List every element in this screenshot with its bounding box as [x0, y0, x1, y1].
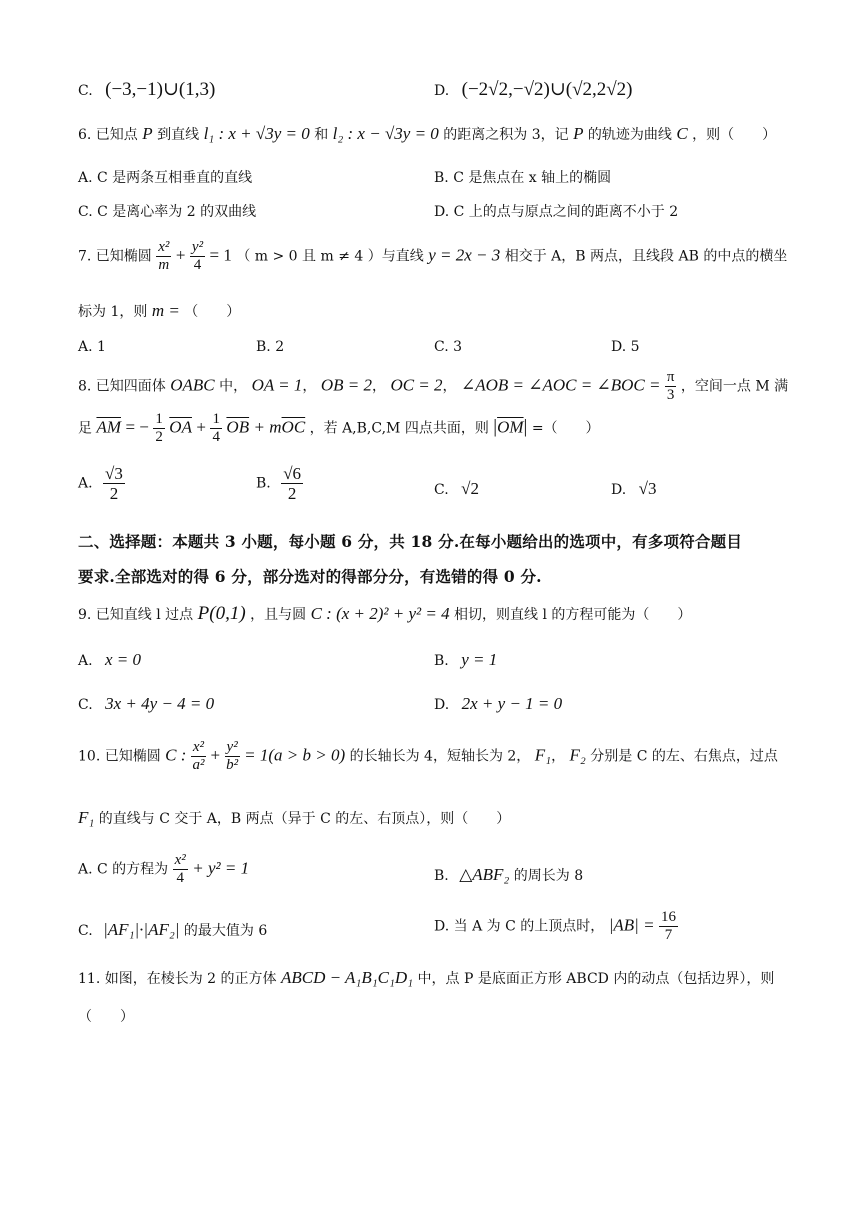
text: 标为 1，则 [78, 304, 148, 320]
text: 和 [314, 127, 329, 143]
q5-option-c [78, 78, 215, 101]
math: F₂ [569, 745, 586, 765]
q10-stem-cont [78, 808, 510, 828]
fraction [173, 853, 188, 886]
q11-stem [78, 968, 774, 988]
math: F₁ [78, 808, 95, 827]
option-label: B. [434, 868, 449, 884]
text: 的长轴长为 4，短轴长为 2， [349, 748, 531, 765]
text: ，空间一点 M 满 [680, 378, 789, 395]
text: ，且与圆 [250, 607, 307, 623]
q10-option-b [434, 865, 583, 885]
vector: $\overline{OM}$ [497, 417, 524, 437]
num: x² [174, 852, 186, 868]
q7-stem: 7. 已知椭圆 $\frac{\text{x²}}{m}$ + $\frac{\text{y²}}{4}$ = 1 （ m > 0 且 m ≠ 4 ）与直线 y = 2x − 3 相交于 A，B 两点，且线段 AB 的中点的横坐 [78, 239, 788, 273]
section-heading-line2: 要求.全部选对的得 6 分，部分选对的得部分分，有选错的得 0 分. [78, 567, 542, 586]
math-circle: C : (x + 2)² + y² = 4 [310, 604, 450, 623]
math: ABCD − A₁B₁C₁D₁ [280, 968, 414, 987]
fraction [225, 740, 240, 773]
math-line: y = 2x − 3 [428, 245, 501, 265]
text: 9. 已知直线 l 过点 [78, 607, 194, 623]
math: + y² = 1 [192, 858, 250, 878]
fraction [190, 240, 205, 273]
q7-option-c: C. 3 [434, 339, 463, 355]
text: 7. 已知椭圆 [78, 248, 152, 265]
q7-option-a: A. 1 [78, 339, 106, 355]
math-point: P(0,1) [197, 603, 246, 624]
fraction [210, 412, 222, 445]
text: 足 [78, 420, 92, 437]
q10-option-d [434, 910, 678, 943]
den: 2 [155, 429, 163, 445]
q8-option-c [434, 479, 479, 499]
text: 中， [219, 378, 248, 395]
q7-option-d: D. 5 [611, 339, 640, 355]
text: 分别是 C 的左、右焦点，过点 [590, 748, 778, 765]
den: b² [226, 757, 239, 773]
fraction [665, 370, 677, 403]
den: 3 [666, 387, 675, 403]
section-heading-line1: 二、选择题：本题共 3 小题，每小题 6 分，共 18 分.在每小题给出的选项中，有多项符合题目 [78, 532, 743, 551]
math: = 1(a > b > 0) [244, 745, 346, 765]
option-label: C. [78, 83, 93, 99]
vector: $\overline{AM}$ [96, 417, 121, 437]
option-label: C. [78, 923, 93, 939]
num: x² [192, 739, 205, 755]
text: 的最大值为 6 [183, 923, 268, 939]
q10-option-c [78, 920, 267, 940]
q8-option-b [256, 465, 303, 502]
math: OABC [170, 375, 215, 395]
option-math: y = 1 [461, 650, 498, 669]
text: ，则（ ） [692, 127, 777, 143]
option-math: 2x + y − 1 = 0 [461, 694, 563, 713]
num: 16 [661, 909, 676, 925]
q6-option-d: D. C 上的点与原点之间的距离不小于 2 [434, 204, 679, 220]
text: 8. 已知四面体 [78, 378, 166, 395]
q11-stem-cont: （ ） [78, 1009, 134, 1025]
den: 4 [176, 870, 184, 886]
fraction [153, 412, 165, 445]
text: D. 当 A 为 C 的上顶点时， [434, 918, 605, 935]
text: 11. 如图，在棱长为 2 的正方体 [78, 971, 277, 987]
option-label: D. [434, 83, 450, 99]
q10-stem: 10. 已知椭圆 C : $\frac{\text{x²}}{\text{a²}}$ + $\frac{\text{y²}}{\text{b²}}$ = 1(a > b > 0) 的长轴长为 4，短轴长为 2， F₁， F₂ 分别是 C 的左、右焦点，过点 [78, 739, 778, 773]
math: ∠AOB = ∠AOC = ∠BOC = [460, 375, 661, 395]
q8-option-a [78, 465, 125, 502]
den: 4 [193, 257, 202, 273]
q6-option-c: C. C 是离心率为 2 的双曲线 [78, 204, 257, 220]
text: 的周长为 8 [513, 868, 584, 884]
math-var: P [142, 124, 153, 143]
num: π [666, 369, 675, 385]
option-label: A. [78, 475, 93, 492]
text: =（ ） [531, 420, 600, 437]
q9-option-a [78, 650, 141, 670]
text: 到直线 [157, 127, 200, 143]
den: 2 [287, 484, 297, 503]
math: OB = 2 [320, 375, 372, 395]
math: C : [165, 745, 187, 765]
option-label: D. [434, 697, 450, 713]
q8-stem-cont: 足 $\overline{AM}$ = − $\frac{1}{2}$ $\overline{OA}$ + $\frac{1}{4}$ $\overline{OB} + m\overline{OC}$ ，若 A,B,C,M 四点共面，则 $|\overline{OM}|$ =（ ） [78, 411, 600, 445]
q8-stem: 8. 已知四面体 OABC 中， OA = 1， OB = 2， OC = 2， ∠AOB = ∠AOC = ∠BOC = $\frac{\pi}{3}$ ，空间一点 M 满 [78, 369, 789, 403]
text: 中，点 P 是底面正方形 ABCD 内的动点（包括边界），则 [417, 971, 775, 987]
text: ，若 A,B,C,M 四点共面，则 [309, 420, 489, 437]
q5-option-d [434, 78, 633, 101]
vector: $\overline{OB}$ [226, 417, 250, 437]
option-label: C. [434, 482, 449, 498]
math: |AF₁|·|AF₂| [103, 920, 180, 939]
den: a² [192, 757, 205, 773]
text: （ m > 0 且 m ≠ 4 ）与直线 [236, 248, 424, 265]
text: 的直线与 C 交于 A，B 两点（异于 C 的左、右顶点），则（ ） [98, 811, 511, 827]
math: + [196, 417, 207, 437]
q9-stem [78, 603, 691, 625]
text: A. C 的方程为 [78, 861, 169, 878]
math: |AB| = [608, 915, 655, 935]
option-math: √2 [461, 479, 479, 498]
q6-option-a: A. C 是两条互相垂直的直线 [78, 170, 253, 186]
vector: $\overline{OA}$ [169, 417, 192, 437]
fraction [191, 740, 206, 773]
option-label: B. [256, 475, 271, 492]
num: 1 [212, 411, 220, 427]
math-var: m = [151, 301, 180, 320]
num: x² [158, 239, 170, 255]
option-label: B. [434, 653, 449, 669]
den: m [158, 257, 170, 273]
option-label: C. [78, 697, 93, 713]
num: √6 [283, 464, 302, 483]
q6-stem [78, 124, 776, 144]
den: 4 [212, 429, 220, 445]
option-math: 3x + 4y − 4 = 0 [105, 694, 215, 713]
den: 2 [109, 484, 119, 503]
text: （ ） [184, 304, 241, 320]
math: + m [253, 417, 282, 437]
math-line2: l₂ : x − √3y = 0 [332, 124, 439, 143]
q7-stem-cont [78, 301, 240, 321]
q9-option-c [78, 694, 214, 714]
num: y² [226, 739, 238, 755]
fraction [281, 465, 303, 502]
text: 的轨迹为曲线 [587, 127, 672, 143]
text: 相交于 A，B 两点，且线段 AB 的中点的横坐 [504, 248, 788, 265]
fraction [156, 240, 171, 273]
math: = − [125, 417, 149, 437]
option-label: D. [611, 482, 627, 498]
num: √3 [105, 464, 123, 483]
option-math: √3 [638, 479, 657, 498]
math: OA = 1 [251, 375, 303, 395]
math-line1: l₁ : x + √3y = 0 [203, 124, 310, 143]
q9-option-b [434, 650, 497, 670]
vector: $\overline{OC}$ [281, 417, 306, 437]
option-math: (−2√2,−√2)∪(√2,2√2) [461, 79, 633, 100]
math: OC = 2 [390, 375, 443, 395]
math: F₁ [534, 745, 552, 765]
den: 7 [664, 927, 673, 943]
q9-option-d [434, 694, 562, 714]
math: = 1 [209, 245, 232, 265]
q8-option-d [611, 479, 656, 499]
option-math: x = 0 [105, 650, 142, 669]
text: 10. 已知椭圆 [78, 748, 161, 765]
num: 1 [155, 411, 163, 427]
text: 6. 已知点 [78, 127, 138, 143]
option-label: A. [78, 653, 93, 669]
math-var: P [573, 124, 584, 143]
fraction [659, 910, 678, 943]
fraction [103, 465, 125, 502]
math-var: C [676, 124, 688, 143]
text: 相切，则直线 l 的方程可能为（ ） [454, 607, 692, 623]
q7-option-b: B. 2 [256, 339, 285, 355]
num: y² [191, 239, 204, 255]
q6-option-b: B. C 是焦点在 x 轴上的椭圆 [434, 170, 612, 186]
option-math: (−3,−1)∪(1,3) [105, 79, 216, 100]
text: 的距离之积为 3，记 [443, 127, 569, 143]
q10-option-a [78, 853, 249, 886]
math: △ABF₂ [459, 865, 510, 884]
